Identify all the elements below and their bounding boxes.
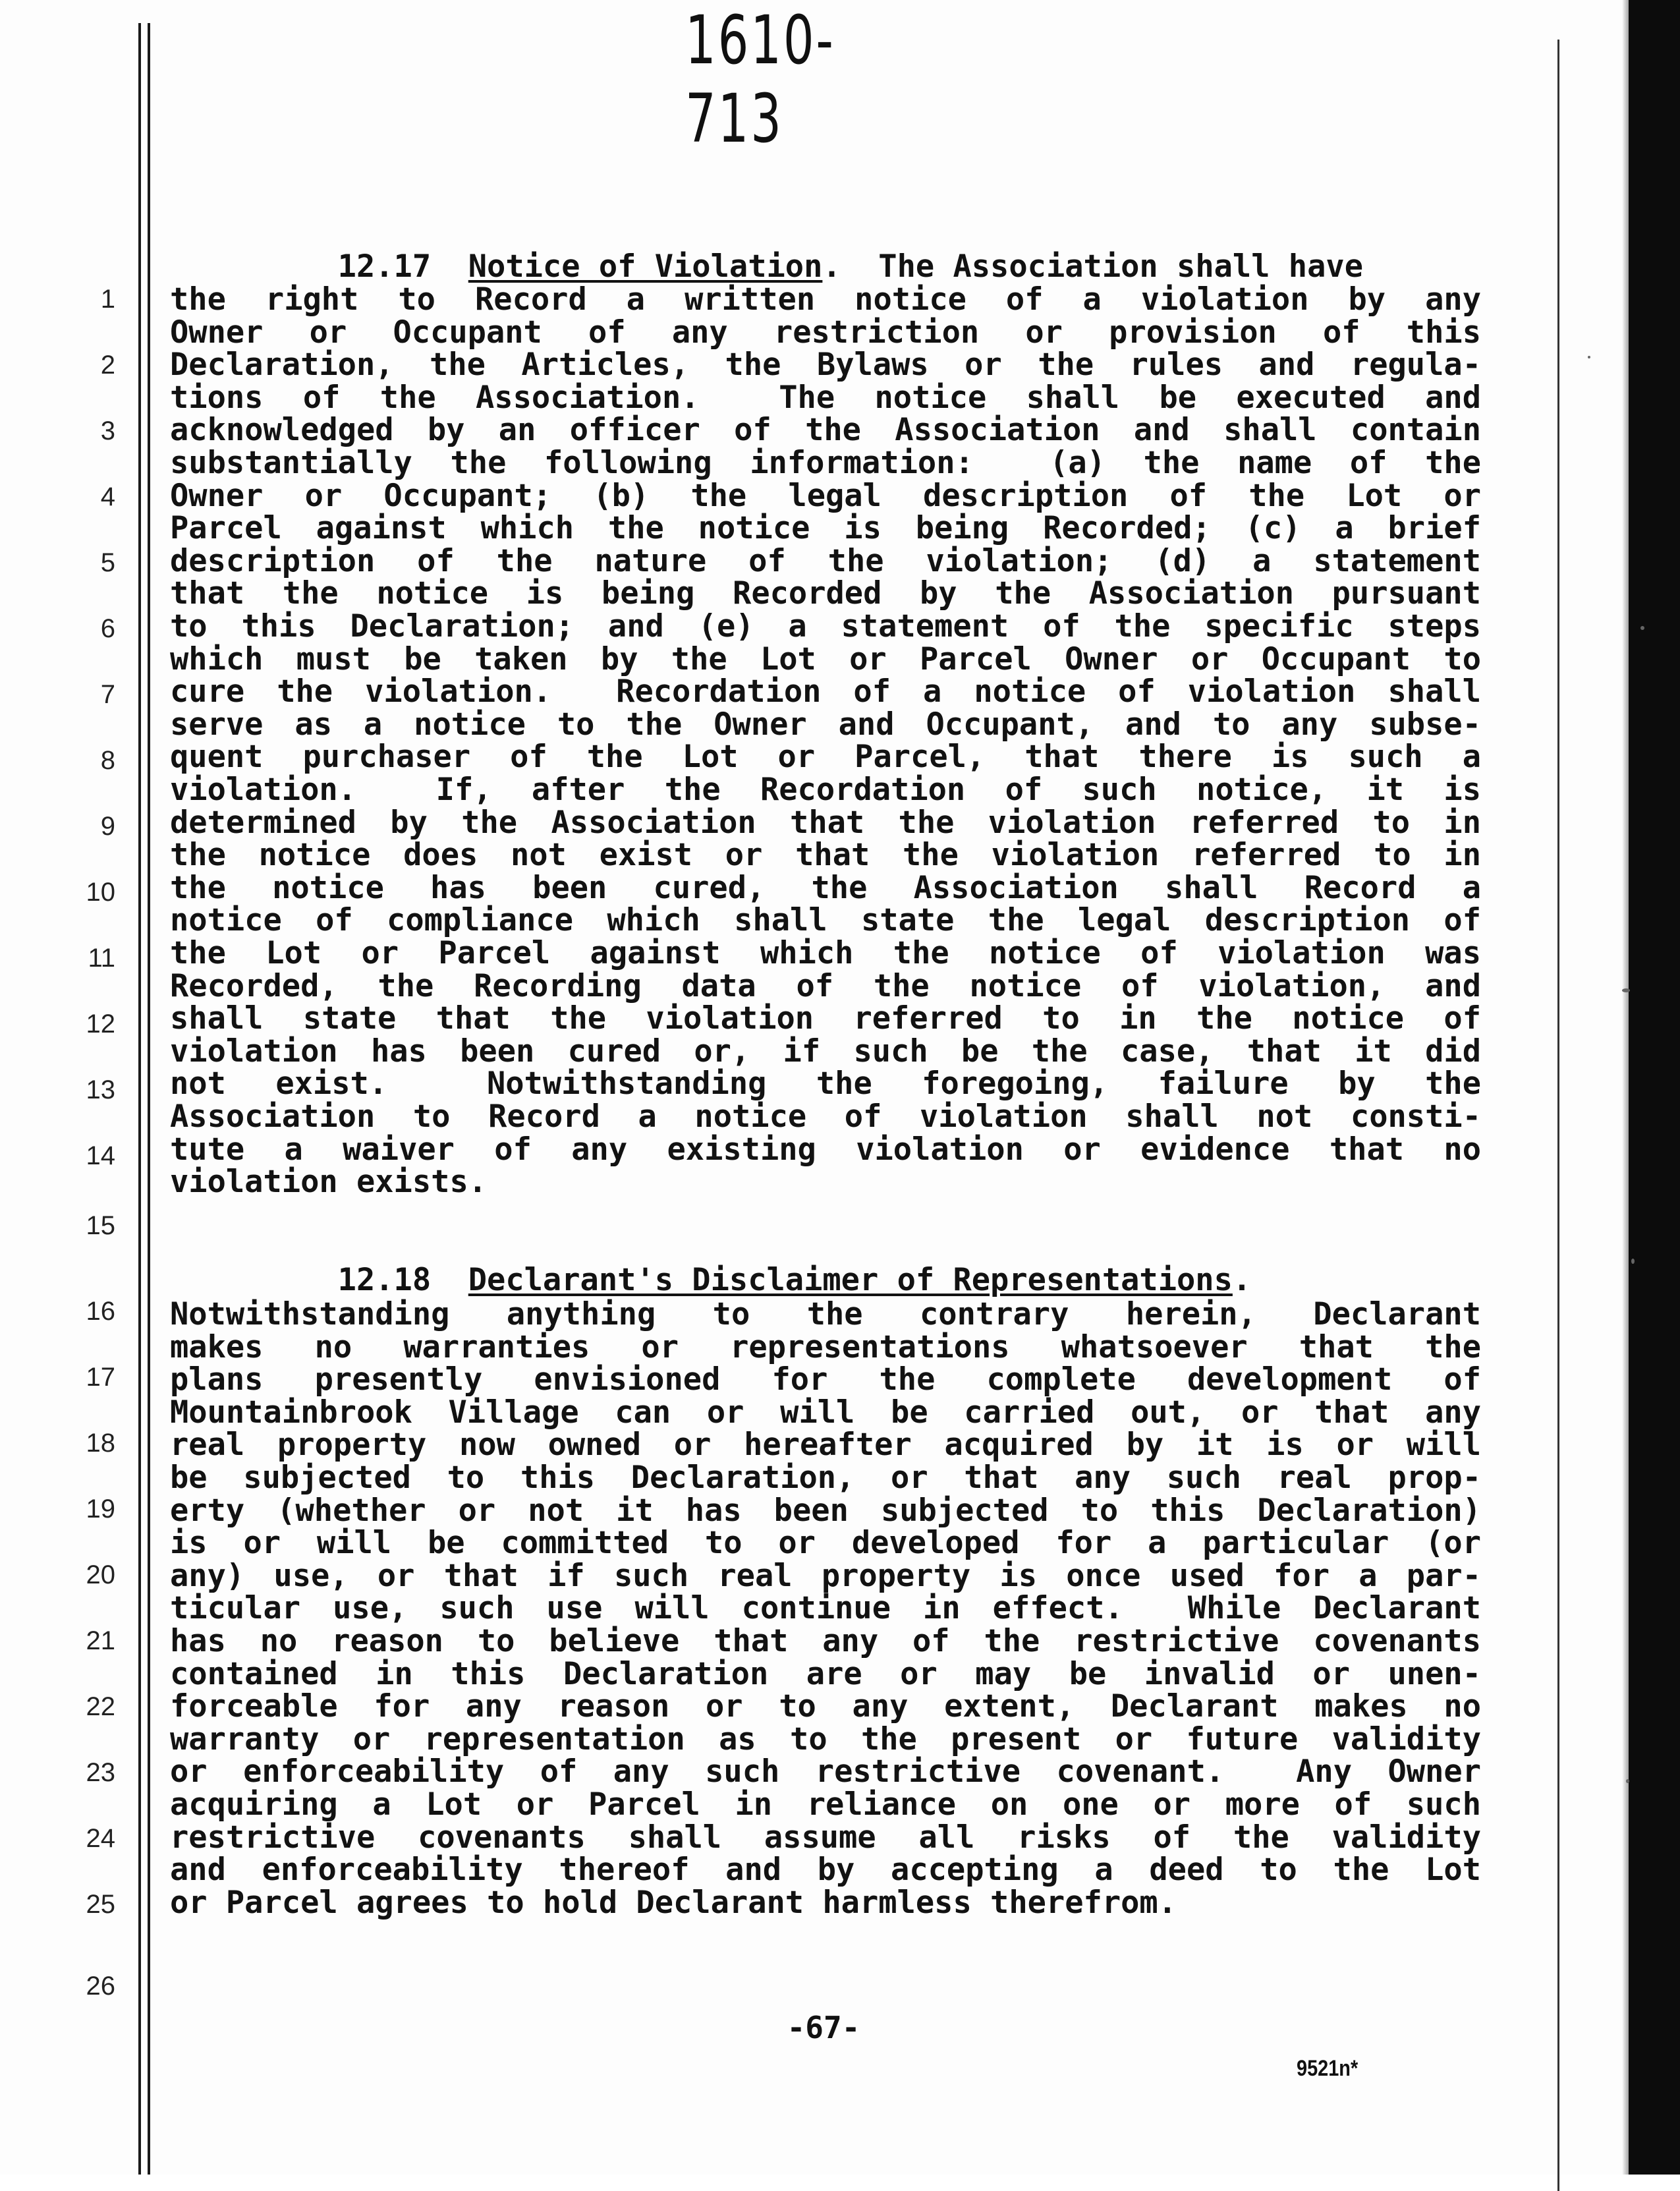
recording-number: 1610-713 [685,1,835,158]
text-line: plans presently envisioned for the complete development of [170,1361,1481,1398]
text-line: shall state that the violation referred to in the notice of [170,1000,1481,1037]
text-line: tions of the Association. The notice shall be executed and [170,379,1481,416]
section-number: 12.17 [337,248,432,285]
text-line: or enforceability of any such restrictive covenant. Any Owner [170,1753,1481,1790]
text-line: warranty or representation as to the present or future validity [170,1721,1481,1757]
line-number: 12 [86,1010,115,1039]
text-line: violation exists. [170,1164,488,1201]
text-line: Parcel against which the notice is being Recorded; (c) a brief [170,510,1481,547]
line-number: 10 [86,878,115,907]
text-line: or Parcel agrees to hold Declarant harmless therefrom. [170,1884,1177,1921]
text-line: determined by the Association that the violation referred to in [170,804,1481,841]
text-line: Association to Record a notice of violation shall not consti- [170,1098,1481,1135]
line-number: 20 [86,1560,115,1589]
text-line: real property now owned or hereafter acquired by it is or will [170,1427,1481,1464]
text-line: that the notice is being Recorded by the Association pursuant [170,575,1481,612]
text-line: ticular use, such use will continue in effect. While Declarant [170,1590,1481,1627]
right-margin-rule [1557,40,1559,2191]
text-line: the notice does not exist or that the violation referred to in [170,837,1481,874]
text-line: tute a waiver of any existing violation or evidence that no [170,1131,1481,1168]
line-number: 17 [86,1363,115,1392]
page-number: -67- [787,2010,860,2045]
line-number: 22 [86,1692,115,1721]
line-number: 21 [86,1626,115,1655]
text-line: Declaration, the Articles, the Bylaws or the rules and regula- [170,347,1481,384]
text-line: makes no warranties or representations whatsoever that the [170,1328,1481,1365]
line-number: 5 [100,548,115,577]
line-number: 14 [86,1141,115,1170]
left-margin-rule-inner [148,23,150,2175]
text-line: which must be taken by the Lot or Parcel Owner or Occupant to [170,640,1481,677]
text-line: violation has been cured or, if such be the case, that it did [170,1033,1481,1069]
line-number: 18 [86,1429,115,1458]
section-number: 12.18 [337,1262,432,1298]
line-number: 9 [100,812,115,841]
document-code: 9521n* [1297,2056,1358,2081]
line-number: 25 [86,1890,115,1919]
text-line: description of the nature of the violation; (d) a statement [170,542,1481,579]
line-number: 11 [88,944,115,973]
line-number: 23 [86,1758,115,1787]
text-line: cure the violation. Recordation of a notice of violation shall [170,673,1481,710]
text-line: the Lot or Parcel against which the notice of violation was [170,935,1481,971]
text-line: erty (whether or not it has been subjected to this Declaration) [170,1492,1481,1529]
text-line: and enforceability thereof and by accepting a deed to the Lot [170,1852,1481,1889]
text-line: Owner or Occupant of any restriction or provision of this [170,314,1481,351]
text-line: serve as a notice to the Owner and Occupant, and to any subse- [170,706,1481,743]
text-line: not exist. Notwithstanding the foregoing, failure by the [170,1066,1481,1102]
line-number: 26 [86,1972,115,2001]
text-line: violation. If, after the Recordation of such notice, it is [170,772,1481,808]
section-12-17-heading-line [170,250,1481,283]
line-number: 8 [100,746,115,775]
text-line: substantially the following information: (a) the name of the [170,445,1481,481]
text-line: the notice has been cured, the Association shall Record a [170,869,1481,906]
text-line: Mountainbrook Village can or will be carried out, or that any [170,1394,1481,1431]
line-number: 19 [86,1494,115,1523]
text-line: restrictive covenants shall assume all risks of the validity [170,1819,1481,1856]
line-number: 6 [100,614,115,643]
line-number: 24 [86,1824,115,1853]
text-line: is or will be committed to or developed for a particular (or [170,1525,1481,1562]
scan-shadow [1622,0,1629,2175]
text-line: contained in this Declaration are or may be invalid or unen- [170,1655,1481,1692]
line-number: 13 [86,1075,115,1104]
line-number: 15 [86,1211,115,1240]
line-number: 4 [100,482,115,511]
text-line: quent purchaser of the Lot or Parcel, that there is such a [170,739,1481,776]
line-number: 2 [100,351,115,380]
text-line: acknowledged by an officer of the Association and shall contain [170,412,1481,449]
section-heading-rest: . [1232,1262,1252,1298]
line-number: 1 [100,285,115,314]
left-margin-rule-outer [138,23,141,2175]
text-line: has no reason to believe that any of the restrictive covenants [170,1623,1481,1659]
scan-dark-edge [1629,0,1680,2175]
text-line: be subjected to this Declaration, or that any such real prop- [170,1460,1481,1496]
text-line: to this Declaration; and (e) a statement of the specific steps [170,608,1481,644]
section-12-18-heading-line [170,1264,1481,1297]
section-heading: Notice of Violation [468,248,823,285]
line-number: 16 [86,1297,115,1326]
text-line: acquiring a Lot or Parcel in reliance on one or more of such [170,1786,1481,1823]
text-line: any) use, or that if such real property is once used for a par- [170,1557,1481,1594]
section-heading: Declarant's Disclaimer of Representations [468,1262,1233,1298]
section-heading-rest: . The Association shall have [822,248,1363,285]
line-number: 7 [100,680,115,709]
text-line: Owner or Occupant; (b) the legal description of the Lot or [170,477,1481,514]
text-line: forceable for any reason or to any extent, Declarant makes no [170,1688,1481,1725]
text-line: Notwithstanding anything to the contrary herein, Declarant [170,1296,1481,1332]
text-line: the right to Record a written notice of a violation by any [170,281,1481,318]
text-line: Recorded, the Recording data of the notice of violation, and [170,967,1481,1004]
line-number: 3 [100,416,115,445]
text-line: notice of compliance which shall state the legal description of [170,902,1481,939]
